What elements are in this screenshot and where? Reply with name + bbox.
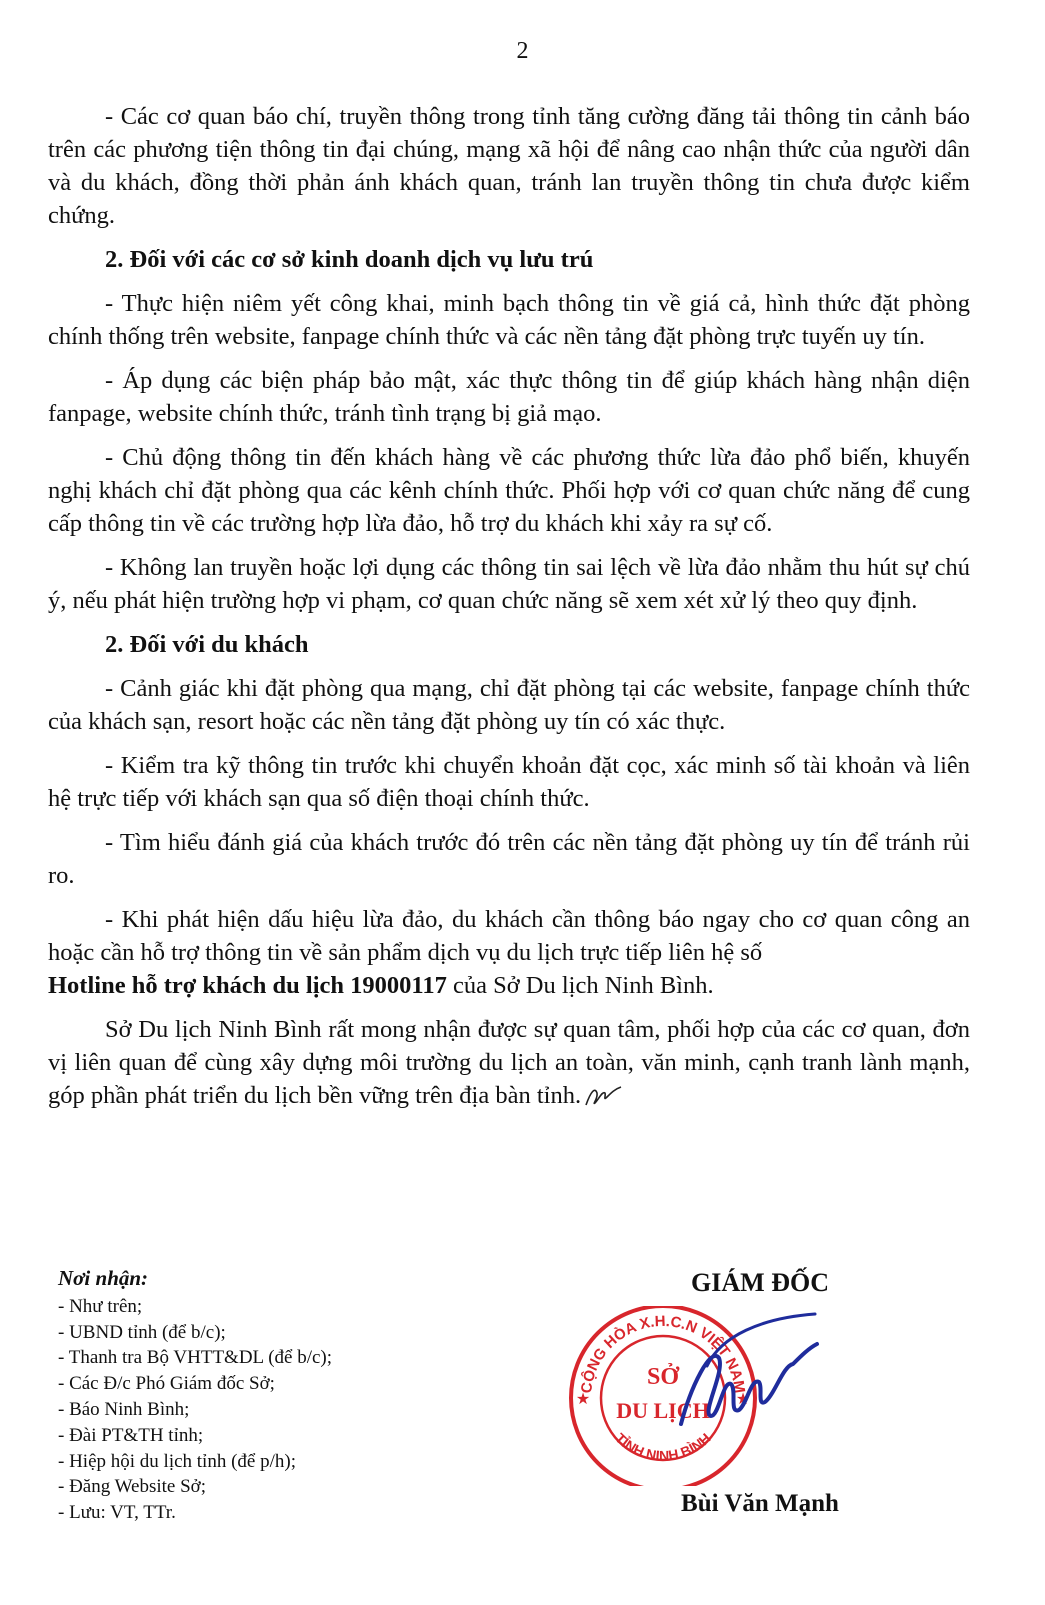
paragraph-reviews: - Tìm hiểu đánh giá của khách trước đó trên các nền tảng đặt phòng uy tín để tránh rủi ro. — [48, 829, 970, 889]
section-heading-tourists: 2. Đối với du khách — [105, 631, 309, 658]
paragraph-security: - Áp dụng các biện pháp bảo mật, xác thực thông tin để giúp khách hàng nhận diện fanpage, website chính thức, tránh tình trạng bị giả mạo. — [48, 367, 970, 427]
stamp-ring-top: CỘNG HÒA X.H.C.N VIỆT NAM — [578, 1312, 749, 1395]
section-heading-accommodation: 2. Đối với các cơ sở kinh doanh dịch vụ lưu trú — [105, 246, 594, 273]
recipient-item: - Thanh tra Bộ VHTT&DL (để b/c); — [58, 1347, 333, 1369]
recipient-item: - Lưu: VT, TTr. — [58, 1502, 176, 1524]
signer-title: GIÁM ĐỐC — [691, 1268, 829, 1297]
paragraph-hotline — [48, 903, 970, 1002]
paragraph-no-spread: - Không lan truyền hoặc lợi dụng các thông tin sai lệch về lừa đảo nhằm thu hút sự chú ý, nếu phát hiện trường hợp vi phạm, cơ quan chức năng sẽ xem xét xử lý theo quy định. — [48, 554, 970, 614]
recipients-list — [58, 1294, 478, 1526]
recipients-heading: Nơi nhận: — [58, 1266, 149, 1290]
paragraph-proactive: - Chủ động thông tin đến khách hàng về các phương thức lừa đảo phổ biến, khuyến nghị khách chỉ đặt phòng qua các kênh chính thức. Phối hợp với cơ quan chức năng để cung cấp thông tin về các trường hợp lừa đảo, hỗ trợ du khách khi xảy ra sự cố. — [48, 444, 970, 537]
closing-text: Sở Du lịch Ninh Bình rất mong nhận được sự quan tâm, phối hợp của các cơ quan, đơn vị liên quan để cùng xây dựng môi trường du lịch an toàn, văn minh, cạnh tranh lành mạnh, góp phần phát triển du lịch bền vững trên địa bàn tỉnh. — [48, 1016, 970, 1109]
stamp-ring-bottom: TỈNH NINH BÌNH — [612, 1429, 714, 1464]
stamp-star-right: ★ — [735, 1391, 751, 1408]
page-number: 2 — [516, 38, 529, 64]
initials-mark — [583, 1083, 623, 1109]
hotline-intro: - Khi phát hiện dấu hiệu lừa đảo, du khách cần thông báo ngay cho cơ quan công an hoặc cần hỗ trợ thông tin về sản phẩm dịch vụ du lịch trực tiếp liên hệ số — [48, 906, 970, 966]
official-stamp — [561, 1306, 821, 1486]
signer-name: Bùi Văn Mạnh — [681, 1490, 839, 1517]
paragraph-press: - Các cơ quan báo chí, truyền thông trong tỉnh tăng cường đăng tải thông tin cảnh báo trên các phương tiện thông tin đại chúng, mạng xã hội để nâng cao nhận thức của người dân và du khách, đồng thời phản ánh khách quan, tránh lan truyền thông tin chưa được kiểm chứng. — [48, 103, 970, 229]
paragraph-caution: - Cảnh giác khi đặt phòng qua mạng, chỉ đặt phòng tại các website, fanpage chính thức của khách sạn, resort hoặc các nền tảng đặt phòng uy tín có xác thực. — [48, 675, 970, 735]
stamp-line-1: SỞ — [646, 1364, 680, 1390]
hotline-number: 19000117 — [350, 972, 447, 999]
recipient-item: - Đăng Website Sở; — [58, 1476, 207, 1498]
recipient-item: - Hiệp hội du lịch tỉnh (để p/h); — [58, 1450, 296, 1472]
recipient-item: - Như trên; — [58, 1295, 143, 1317]
document-body — [48, 100, 970, 1123]
hotline-label: Hotline hỗ trợ khách du lịch — [48, 972, 351, 999]
stamp-seal — [571, 1306, 755, 1486]
paragraph-closing — [48, 1013, 970, 1112]
recipient-item: - Các Đ/c Phó Giám đốc Sở; — [58, 1373, 275, 1395]
recipient-item: - Báo Ninh Bình; — [58, 1398, 190, 1420]
recipients-block — [58, 1266, 478, 1526]
signature-block — [555, 1258, 985, 1558]
paragraph-verify: - Kiểm tra kỹ thông tin trước khi chuyển khoản đặt cọc, xác minh số tài khoản và liên hệ trực tiếp với khách sạn qua số điện thoại chính thức. — [48, 752, 970, 812]
hotline-suffix: của Sở Du lịch Ninh Bình. — [446, 972, 714, 999]
paragraph-pricing: - Thực hiện niêm yết công khai, minh bạch thông tin về giá cả, hình thức đặt phòng chính thống trên website, fanpage chính thức và các nền tảng đặt phòng trực tuyến uy tín. — [48, 290, 970, 350]
stamp-star-left: ★ — [575, 1391, 591, 1408]
recipient-item: - UBND tỉnh (để b/c); — [58, 1321, 226, 1343]
recipient-item: - Đài PT&TH tỉnh; — [58, 1424, 204, 1446]
stamp-line-2: DU LỊCH — [616, 1398, 710, 1423]
